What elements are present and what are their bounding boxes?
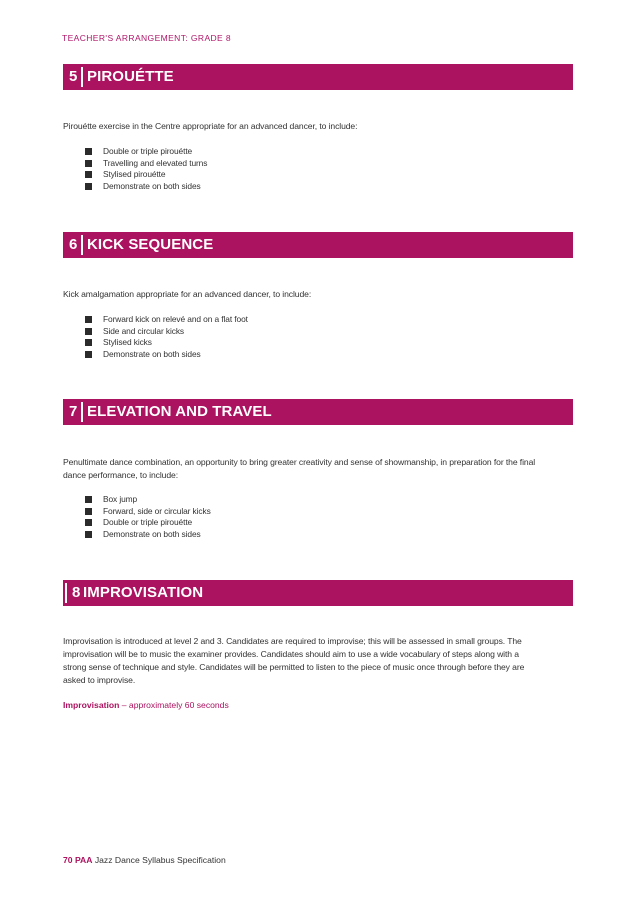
square-bullet-icon [85, 351, 92, 358]
section-title: ELEVATION AND TRAVEL [87, 403, 272, 420]
heading-divider [65, 583, 67, 603]
square-bullet-icon [85, 496, 92, 503]
section-intro: Improvisation is introduced at level 2 and 3. Candidates are required to improvise; this will be assessed in small groups. The improvisation will be to music the examiner provides. Candidates should aim to use a wide vocabulary of steps along with a strong sense of technique and style. Candidates will be permitted to listen to the piece of music once through before they are asked to improvise. [63, 636, 525, 685]
note-text: – approximately 60 seconds [119, 700, 229, 710]
section-intro: Kick amalgamation appropriate for an advanced dancer, to include: [63, 289, 312, 299]
list-item: Side and circular kicks [85, 326, 248, 338]
square-bullet-icon [85, 183, 92, 190]
section-title: PIROUÉTTE [87, 68, 174, 85]
note-label: Improvisation [63, 700, 120, 710]
list-item: Demonstrate on both sides [85, 349, 248, 361]
section-number: 7 [69, 403, 78, 420]
page-footer [63, 855, 226, 865]
square-bullet-icon [85, 171, 92, 178]
bullet-list [85, 314, 248, 360]
square-bullet-icon [85, 508, 92, 515]
list-item: Stylised pirouétte [85, 169, 207, 181]
list-item: Demonstrate on both sides [85, 529, 211, 541]
section-intro: Penultimate dance combination, an opportunity to bring greater creativity and sense of showmanship, in preparation for the final dance performance, to include: [63, 457, 536, 480]
square-bullet-icon [85, 316, 92, 323]
heading-divider [81, 402, 83, 422]
section-heading-pirouette [63, 64, 573, 90]
running-header: TEACHER'S ARRANGEMENT: GRADE 8 [62, 33, 232, 43]
square-bullet-icon [85, 339, 92, 346]
list-item: Demonstrate on both sides [85, 181, 207, 193]
list-item: Travelling and elevated turns [85, 158, 207, 170]
section-number: 6 [69, 236, 78, 253]
square-bullet-icon [85, 148, 92, 155]
square-bullet-icon [85, 531, 92, 538]
section-number: 8 [72, 584, 81, 601]
section-intro: Pirouétte exercise in the Centre appropriate for an advanced dancer, to include: [63, 121, 358, 131]
square-bullet-icon [85, 519, 92, 526]
heading-divider [81, 67, 83, 87]
footer-text: Jazz Dance Syllabus Specification [94, 855, 226, 865]
list-item: Forward kick on relevé and on a flat foot [85, 314, 248, 326]
page-number: 70 [63, 855, 73, 865]
bullet-list [85, 146, 207, 192]
section-title: KICK SEQUENCE [87, 236, 214, 253]
list-item: Stylised kicks [85, 337, 248, 349]
section-heading-kick-sequence [63, 232, 573, 258]
heading-divider [81, 235, 83, 255]
list-item: Box jump [85, 494, 211, 506]
section-number: 5 [69, 68, 78, 85]
square-bullet-icon [85, 328, 92, 335]
section-heading-improvisation [63, 580, 573, 606]
bullet-list [85, 494, 211, 540]
list-item: Double or triple pirouétte [85, 146, 207, 158]
improvisation-duration-note [63, 700, 229, 710]
square-bullet-icon [85, 160, 92, 167]
brand-name: PAA [74, 855, 93, 865]
list-item: Double or triple pirouétte [85, 517, 211, 529]
section-title: IMPROVISATION [83, 584, 204, 601]
section-heading-elevation-and-travel [63, 399, 573, 425]
list-item: Forward, side or circular kicks [85, 506, 211, 518]
